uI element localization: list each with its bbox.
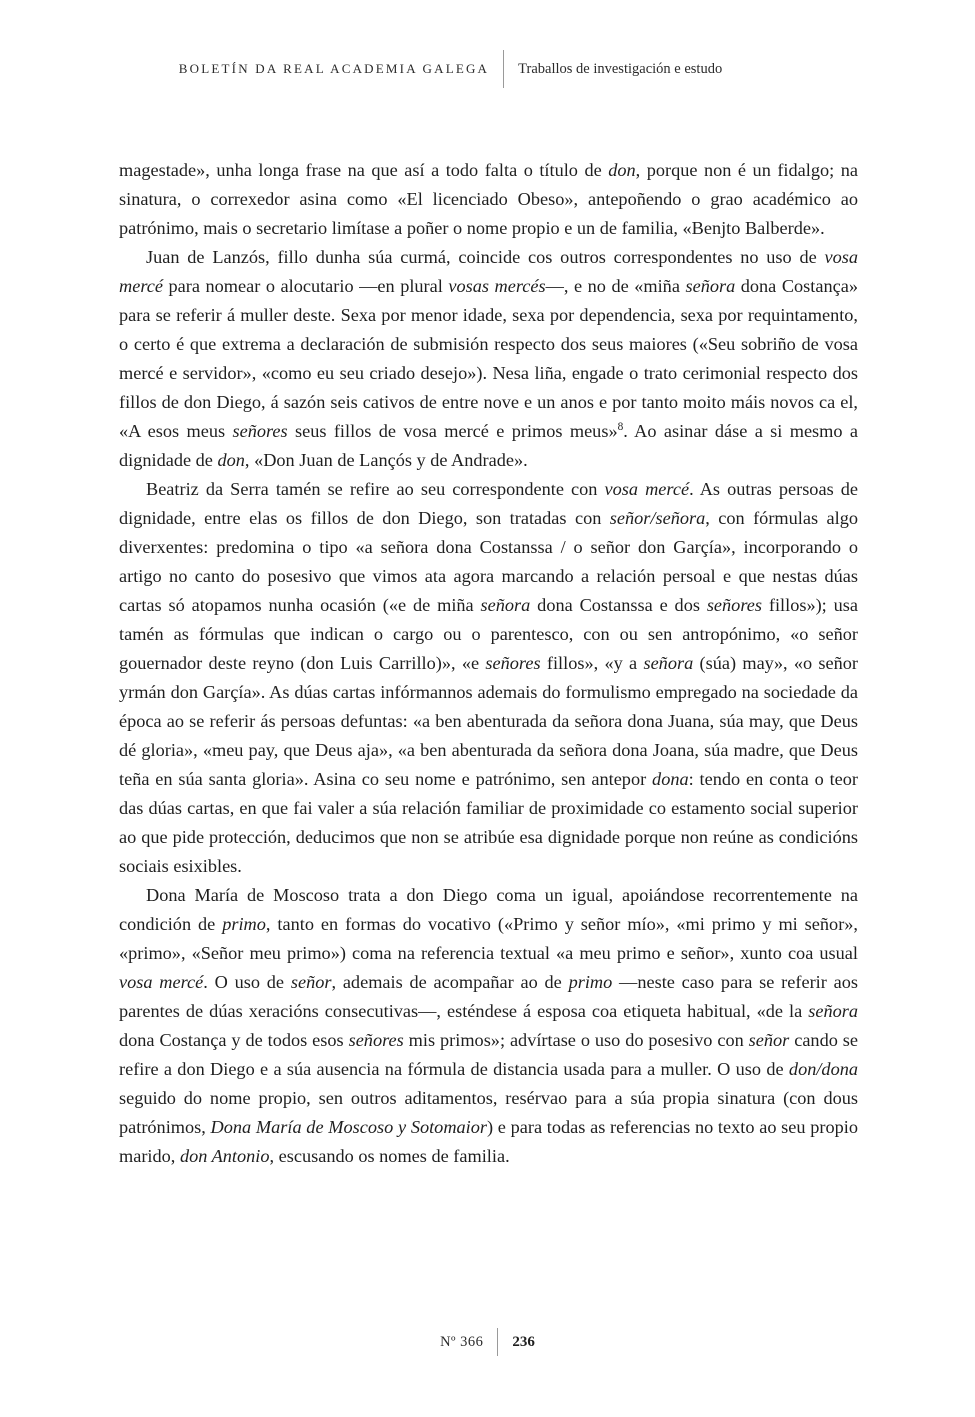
text-run: , «Don Juan de Lançós y de Andrade». — [244, 450, 528, 470]
issue-number: Nº 366 — [440, 1333, 484, 1350]
body-paragraph — [119, 881, 858, 1171]
text-run: dona Costanssa e dos — [530, 595, 707, 615]
emphasized-term: don — [217, 450, 245, 470]
emphasized-term: don Antonio — [179, 1146, 270, 1166]
emphasized-term: señores — [706, 595, 762, 615]
footer-divider — [497, 1328, 498, 1356]
section-title: Traballos de investigación e estudo — [518, 60, 723, 77]
text-run: : tendo en conta o teor das dúas cartas, en que fai valer a súa relación familiar de proximidade co estamento social superior ao que pide protección, deducimos que non se atribúe esa dignidade porque non reúne as condicións sociais esixibles. — [119, 769, 859, 876]
text-run: ) e para todas as referencias no texto ao seu propio marido, — [119, 1117, 858, 1166]
article-body — [119, 156, 858, 1171]
emphasized-term: vosa mercé — [604, 479, 690, 499]
emphasized-term: vosa mercé — [119, 972, 204, 992]
emphasized-term: dona — [652, 769, 689, 789]
body-paragraph — [119, 243, 858, 475]
text-run: mis primos»; advírtase o uso do posesivo con — [403, 1030, 749, 1050]
emphasized-term: primo — [222, 914, 266, 934]
text-run: . O uso de — [203, 972, 291, 992]
text-run: fillos», «y a — [540, 653, 644, 673]
text-run: , ademais de acompañar ao de — [331, 972, 569, 992]
emphasized-term: vosas mercés — [448, 276, 546, 296]
emphasized-term: señora — [685, 276, 736, 296]
emphasized-term: señor — [748, 1030, 790, 1050]
text-run: magestade», unha longa frase na que así a todo falta o título de — [119, 160, 609, 180]
text-run: (súa) may», «o señor yrmán don Garçía». As dúas cartas infórmannos ademais do formulismo empregado na sociedade da época ao se referir ás persoas defuntas: «a ben abenturada da señora dona Juana, súa may, que Deus dé gloria», «meu pay, que Deus aja», «a ben abenturada da señora dona Joana, súa madre, que Deus teña en súa santa gloria». Asina co seu nome e patrónimo, sen antepor — [119, 653, 858, 789]
text-run: dona Costança» para se referir á muller deste. Sexa por menor idade, sexa por dependencia, sexa por requintamento, o certo é que extrema a declaración de submisión respecto dos seus maiores («Seu sobriño de vosa mercé e servidor», «como eu seu criado desejo»). Nesa liña, engade o trato cerimonial respecto dos fillos de don Diego, á sazón seis cativos de entre nove e un anos e por tanto moito máis novos ca el, «A esos meus — [119, 276, 858, 441]
emphasized-term: señor/señora — [609, 508, 706, 528]
emphasized-term: señora — [643, 653, 694, 673]
emphasized-term: vosa mercé — [119, 247, 858, 296]
page-number: 236 — [512, 1333, 535, 1350]
page-header — [0, 50, 938, 88]
text-run: fillos»); usa tamén as fórmulas que indican o cargo ou o parentesco, con ou sen antropónimo, «o señor gouernador deste reyno (don Luis Carrillo)», «e — [119, 595, 858, 673]
emphasized-term: Dona María de Moscoso y Sotomaior — [210, 1117, 487, 1137]
text-run: seguido do nome propio, sen outros aditamentos, resérvao para a súa propia sinatura (con dous patrónimos, — [119, 1088, 858, 1137]
text-run: para nomear o alocutario —en plural — [162, 276, 449, 296]
journal-title: BOLETÍN DA REAL ACADEMIA GALEGA — [178, 61, 490, 76]
page-footer — [0, 1328, 975, 1356]
text-run: —, e no de «miña — [545, 276, 686, 296]
emphasized-term: señora — [480, 595, 531, 615]
emphasized-term: señor — [290, 972, 332, 992]
header-divider — [503, 50, 504, 88]
footnote-marker: 8 — [617, 420, 624, 433]
emphasized-term: señores — [485, 653, 541, 673]
text-run: dona Costança y de todos esos — [119, 1030, 349, 1050]
emphasized-term: señores — [348, 1030, 404, 1050]
body-paragraph — [119, 475, 858, 881]
text-run: , tanto en formas do vocativo («Primo y señor mío», «mi primo y mi señor», «primo», «Señor meu primo») coma na referencia textual «a meu primo e señor», xunto coa usual — [119, 914, 858, 963]
text-run: Dona María de Moscoso trata a don Diego coma un igual, apoiándose recorrentemente na condición de — [119, 885, 858, 934]
emphasized-term: don — [608, 160, 636, 180]
text-run: Beatriz da Serra tamén se refire ao seu correspondente con — [146, 479, 605, 499]
text-run: , con fórmulas algo diverxentes: predomina o tipo «a señora dona Costanssa / o señor don Garçía», incorporando o artigo no canto do posesivo que vimos ata agora marcando a relación persoal e que nestas dúas cartas só atopamos nunha ocasión («e de miña — [119, 508, 858, 615]
text-run: Juan de Lanzós, fillo dunha súa curmá, coincide cos outros correspondentes no uso de — [146, 247, 825, 267]
text-run: —neste caso para se referir aos parentes de dúas xeracións consecutivas—, esténdese á esposa coa etiqueta habitual, «de la — [119, 972, 858, 1021]
emphasized-term: primo — [568, 972, 613, 992]
text-run: . As outras persoas de dignidade, entre elas os fillos de don Diego, son tratadas con — [119, 479, 859, 528]
text-run: . Ao asinar dáse a si mesmo a dignidade de — [119, 421, 859, 470]
body-paragraph — [119, 156, 858, 243]
text-run: , escusando os nomes de familia. — [269, 1146, 510, 1166]
emphasized-term: don/dona — [788, 1059, 858, 1079]
emphasized-term: señora — [808, 1001, 858, 1021]
text-run: , porque non é un fidalgo; na sinatura, o correxedor asina como «El licenciado Obeso», antepoñendo o grao académico ao patrónimo, mais o secretario limítase a poñer o nome propio e un de familia, «Benjto Balberde». — [119, 160, 858, 238]
text-run: cando se refire a don Diego e a súa ausencia na fórmula de distancia usada para a muller. O uso de — [119, 1030, 859, 1079]
emphasized-term: señores — [232, 421, 288, 441]
text-run: seus fillos de vosa mercé e primos meus» — [287, 421, 618, 441]
